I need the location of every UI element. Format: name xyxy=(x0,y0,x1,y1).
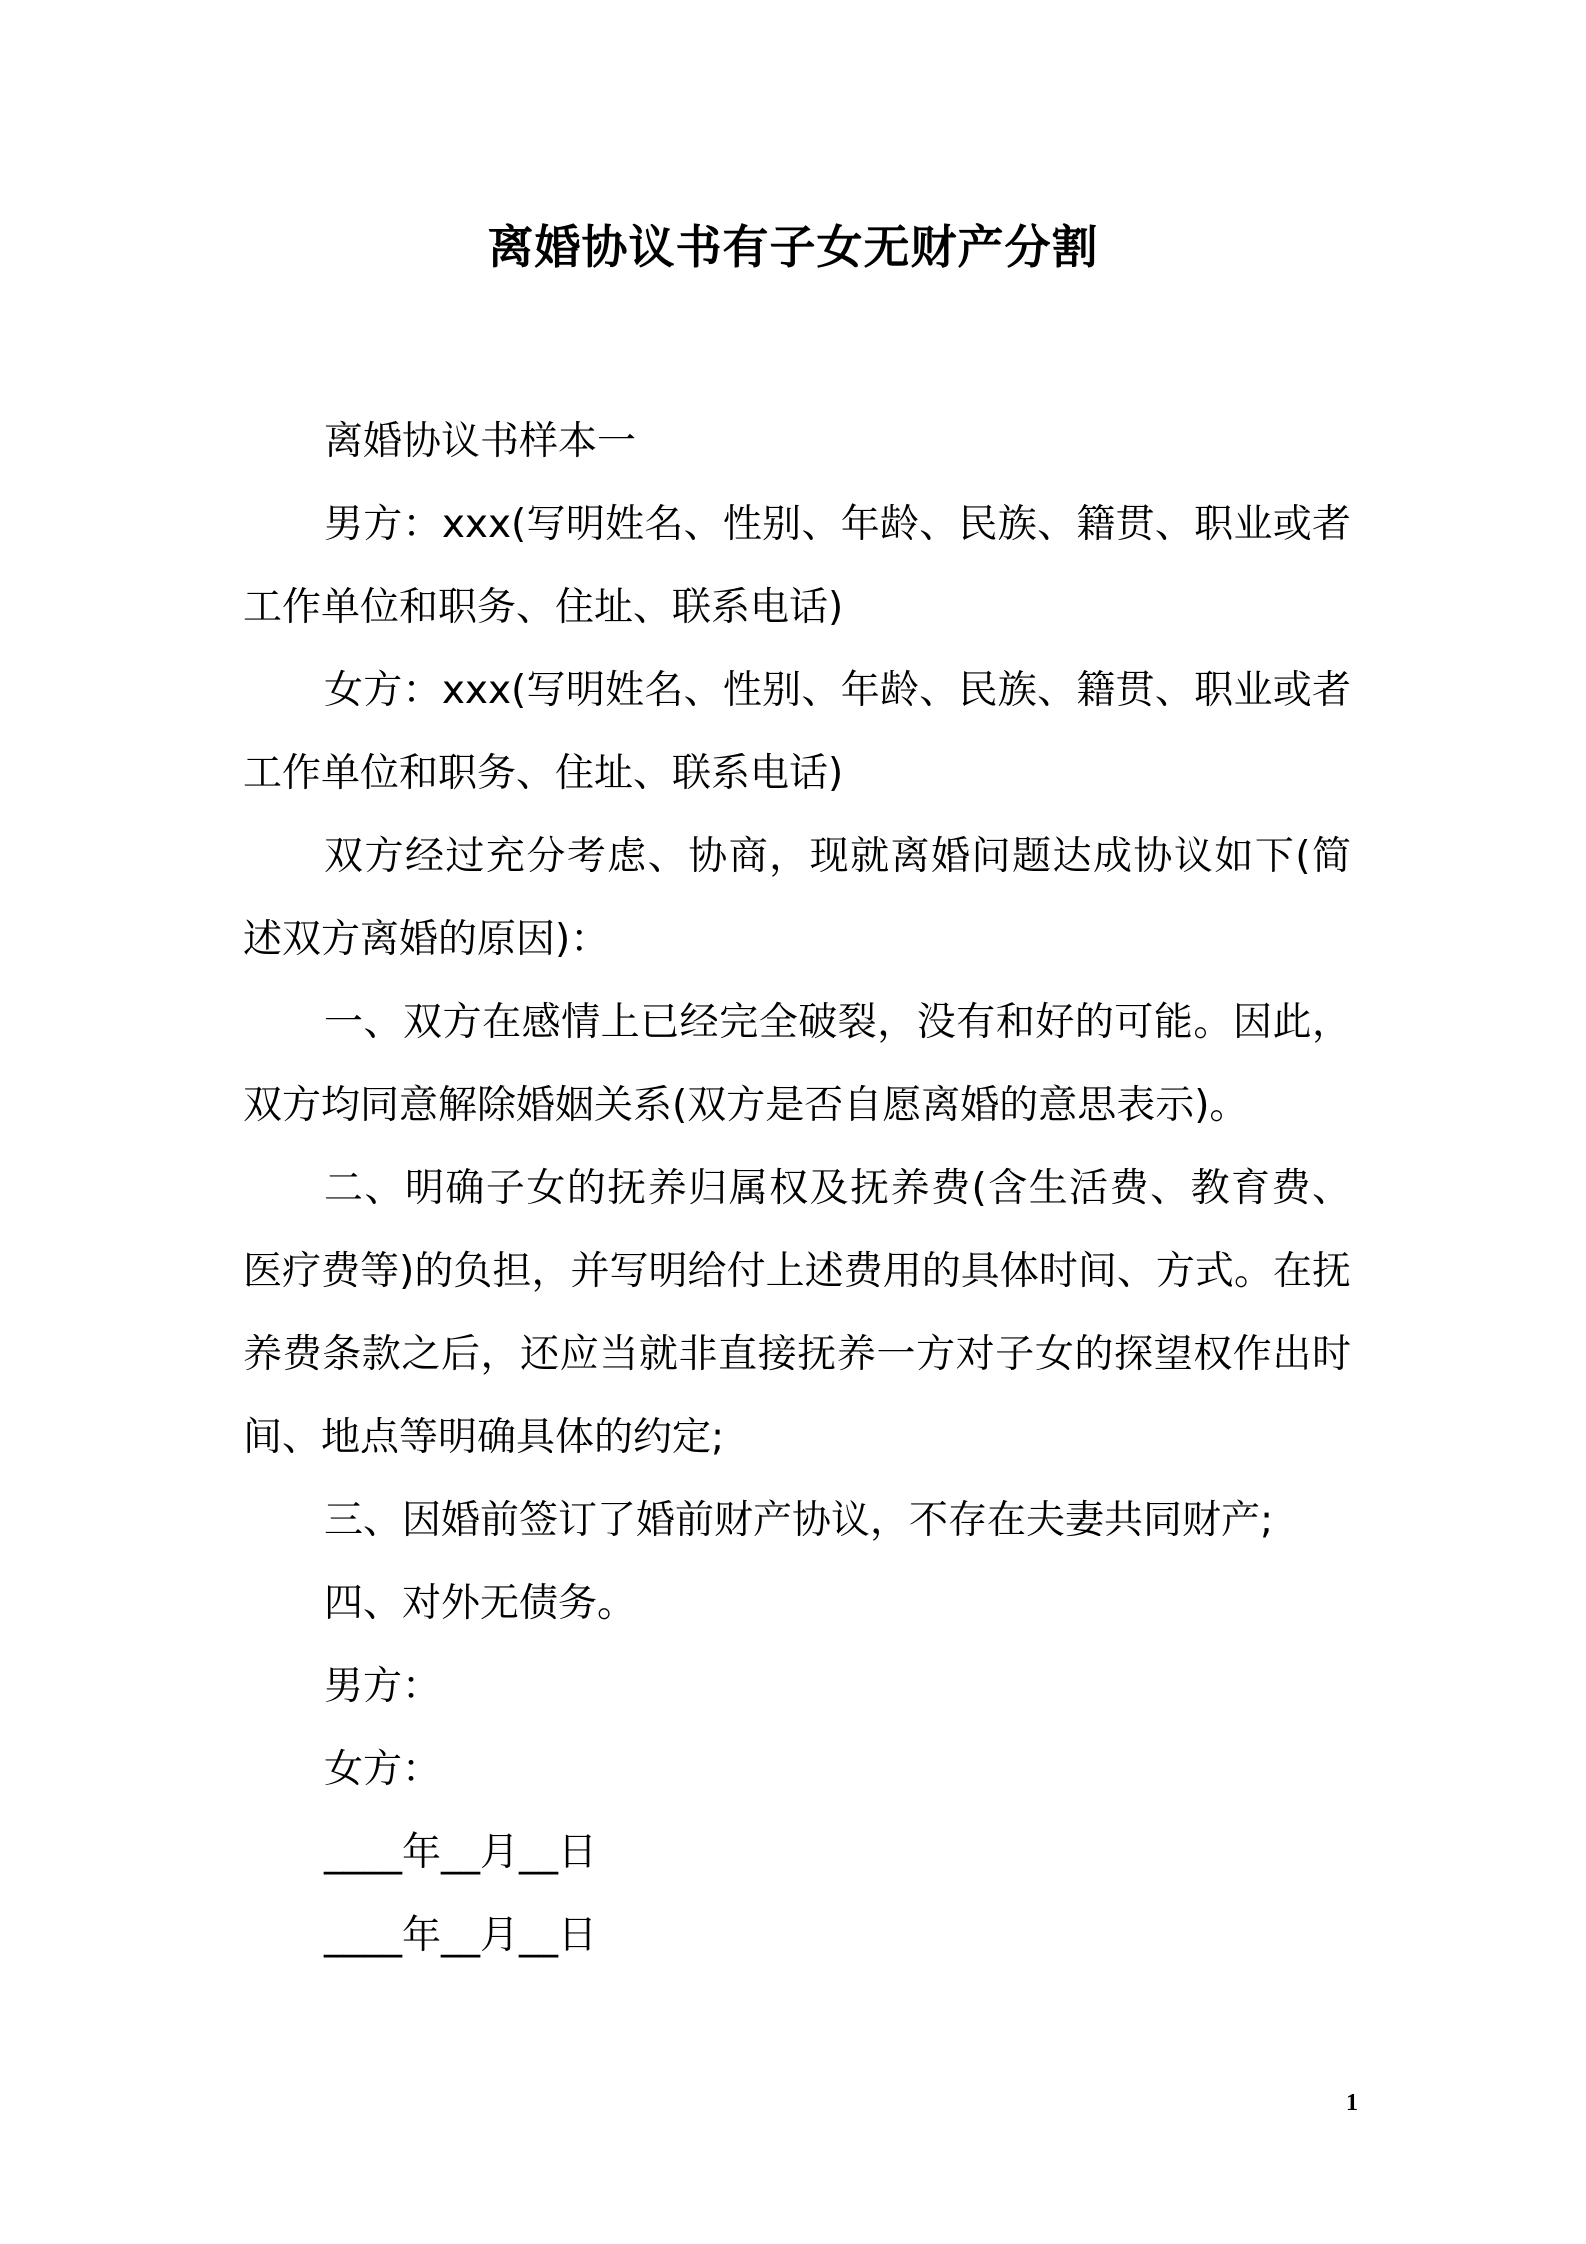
page-number: 1 xyxy=(1346,2090,1358,2116)
paragraph-male-party: 男方：xxx(写明姓名、性别、年龄、民族、籍贯、职业或者工作单位和职务、住址、联系电话) xyxy=(243,502,1351,630)
document-title: 离婚协议书有子女无财产分割 xyxy=(487,220,1099,274)
paragraph-agreement-intro: 双方经过充分考虑、协商，现就离婚问题达成协议如下(简述双方离婚的原因)： xyxy=(243,834,1351,962)
date-line-1: ____年__月__日 xyxy=(324,1830,598,1875)
paragraph-clause-4: 四、对外无债务。 xyxy=(324,1581,637,1626)
paragraph-female-party: 女方：xxx(写明姓名、性别、年龄、民族、籍贯、职业或者工作单位和职务、住址、联系电话) xyxy=(243,668,1351,796)
paragraph-clause-1: 一、双方在感情上已经完全破裂，没有和好的可能。因此，双方均同意解除婚姻关系(双方是否自愿离婚的意思表示)。 xyxy=(243,1000,1351,1128)
paragraph-clause-2: 二、明确子女的抚养归属权及抚养费(含生活费、教育费、医疗费等)的负担，并写明给付上述费用的具体时间、方式。在抚养费条款之后，还应当就非直接抚养一方对子女的探望权作出时间、地点等明确具体的约定; xyxy=(243,1166,1351,1460)
paragraph-clause-3: 三、因婚前签订了婚前财产协议，不存在夫妻共同财产; xyxy=(324,1498,1274,1543)
signature-male: 男方： xyxy=(324,1664,442,1709)
document-body xyxy=(243,400,1351,1977)
signature-female: 女方： xyxy=(324,1747,442,1792)
paragraph-sample-heading: 离婚协议书样本一 xyxy=(324,419,637,464)
date-line-2: ____年__月__日 xyxy=(324,1913,598,1958)
